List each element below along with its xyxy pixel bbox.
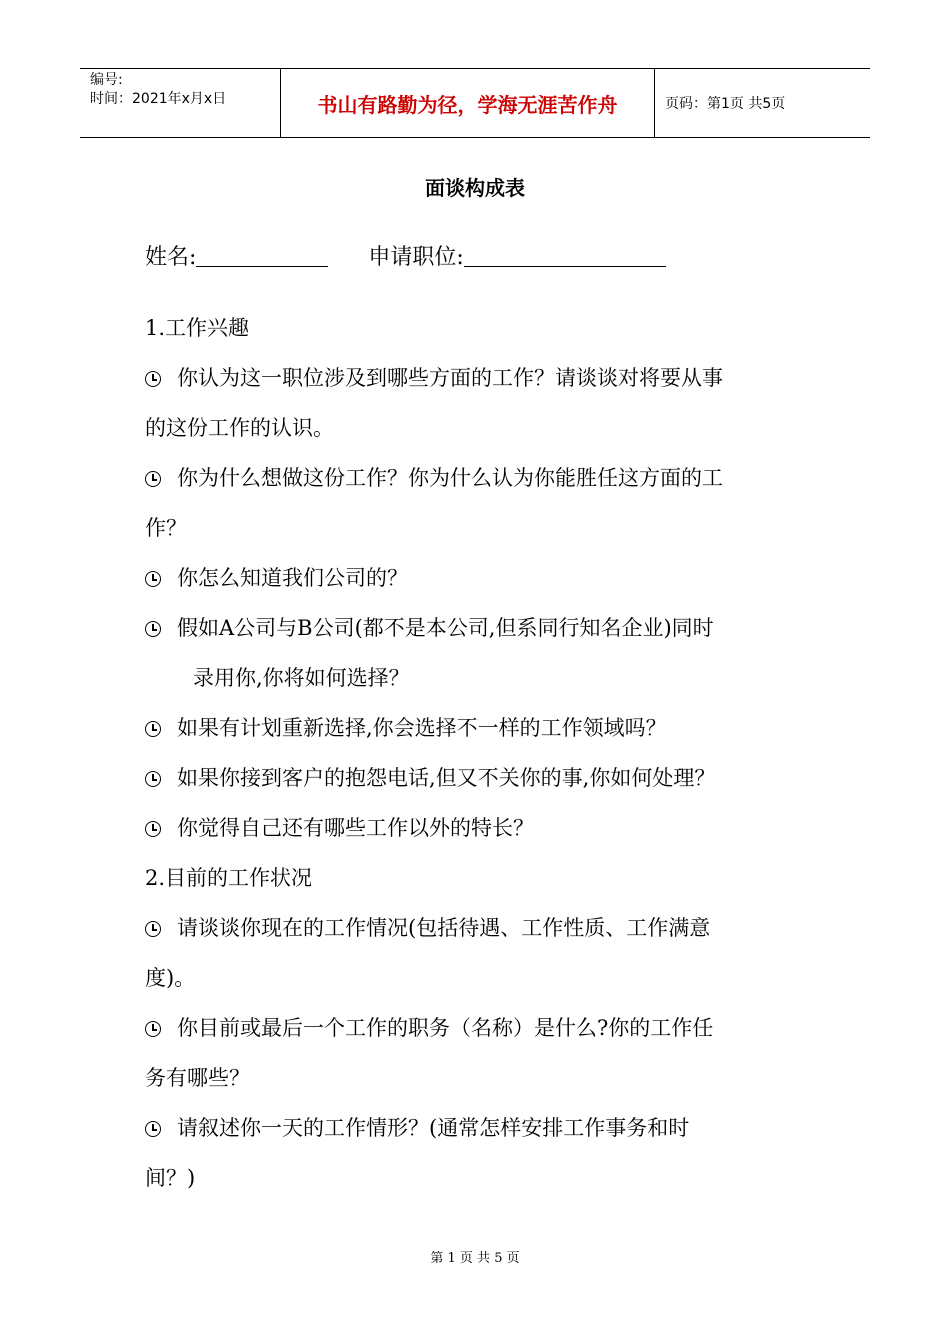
header-date: 时间：2021年x月x日 (90, 91, 227, 107)
header-meta (80, 69, 281, 137)
clock-bullet-icon (145, 1021, 161, 1037)
header-motto: 书山有路勤为径，学海无涯苦作舟 (281, 69, 655, 137)
header-page-info: 页码：第1页 共5页 (665, 96, 786, 112)
clock-bullet-icon (145, 371, 161, 387)
line-text: 请叙述你一天的工作情形？(通常怎样安排工作事务和时 (177, 1116, 690, 1140)
line-text: 作？ (145, 516, 187, 540)
clock-bullet-icon (145, 571, 161, 587)
clock-bullet-icon (145, 921, 161, 937)
clock-bullet-icon (145, 771, 161, 787)
header-number: 编号: (90, 72, 123, 88)
page-footer: 第 1 页 共 5 页 (430, 1251, 520, 1266)
applicant-fields (145, 240, 666, 271)
clock-bullet-icon (145, 721, 161, 737)
text-line (145, 1053, 810, 1103)
clock-bullet-icon (145, 471, 161, 487)
question-item (145, 903, 810, 953)
line-text: 务有哪些？ (145, 1066, 250, 1090)
text-line (145, 503, 810, 553)
question-item (145, 453, 810, 503)
line-text: 1.工作兴趣 (145, 316, 250, 340)
line-text: 请谈谈你现在的工作情况(包括待遇、工作性质、工作满意 (177, 916, 711, 940)
question-item (145, 553, 810, 603)
line-text: 如果有计划重新选择,你会选择不一样的工作领域吗？ (177, 716, 667, 740)
document-title: 面谈构成表 (425, 176, 525, 200)
text-line (145, 953, 810, 1003)
line-text: 你为什么想做这份工作？你为什么认为你能胜任这方面的工 (177, 466, 723, 490)
text-line (145, 853, 810, 903)
question-item (145, 703, 810, 753)
text-line (145, 303, 810, 353)
line-text: 你认为这一职位涉及到哪些方面的工作？请谈谈对将要从事 (177, 366, 723, 390)
clock-bullet-icon (145, 621, 161, 637)
question-list (145, 303, 810, 1203)
line-text: 间？) (145, 1166, 196, 1190)
line-text: 录用你,你将如何选择？ (193, 666, 410, 690)
text-line (145, 403, 810, 453)
question-item (145, 1103, 810, 1153)
question-item (145, 1003, 810, 1053)
line-text: 你怎么知道我们公司的？ (177, 566, 408, 590)
question-item (145, 603, 810, 653)
line-text: 假如A公司与B公司(都不是本公司,但系同行知名企业)同时 (177, 616, 714, 640)
text-line (145, 1153, 810, 1203)
position-blank (464, 240, 666, 267)
clock-bullet-icon (145, 1121, 161, 1137)
clock-bullet-icon (145, 821, 161, 837)
line-text: 你目前或最后一个工作的职务（名称）是什么?你的工作任 (177, 1016, 714, 1040)
name-blank (196, 240, 328, 267)
line-text: 的这份工作的认识。 (145, 416, 334, 440)
question-item (145, 753, 810, 803)
line-text: 如果你接到客户的抱怨电话,但又不关你的事,你如何处理？ (177, 766, 716, 790)
question-item (145, 353, 810, 403)
header-table (80, 68, 870, 138)
line-text: 你觉得自己还有哪些工作以外的特长？ (177, 816, 534, 840)
line-text: 度)。 (145, 966, 196, 990)
position-label: 申请职位: (368, 245, 464, 270)
line-text: 2.目前的工作状况 (145, 866, 313, 890)
text-line (145, 653, 810, 703)
question-item (145, 803, 810, 853)
name-label: 姓名: (145, 245, 197, 270)
